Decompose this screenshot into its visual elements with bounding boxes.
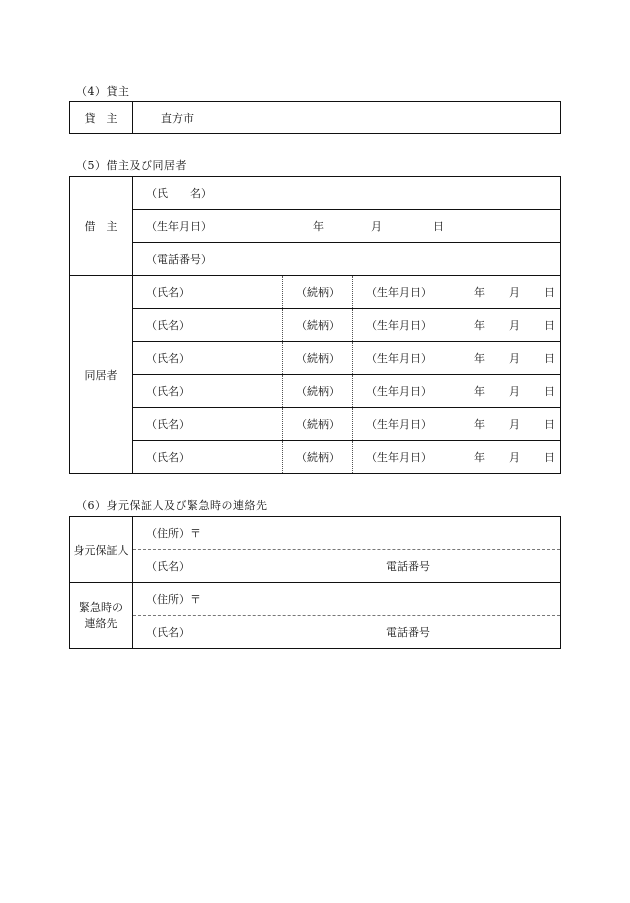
cohabitant-year-label: 年 <box>474 418 485 431</box>
emergency-address-field[interactable]: （住所）〒 <box>133 583 561 616</box>
borrower-birth-field[interactable] <box>133 210 561 243</box>
cohabitant-birth-label: （生年月日） <box>366 451 432 464</box>
section6-heading: （6）身元保証人及び緊急時の連絡先 <box>76 499 268 512</box>
cohabitant-relation-field[interactable]: （続柄） <box>283 342 353 375</box>
cohabitant-relation-field[interactable]: （続柄） <box>283 375 353 408</box>
guarantor-address-field[interactable]: （住所）〒 <box>133 517 561 550</box>
cohabitant-birth-field[interactable] <box>353 309 561 342</box>
emergency-phone-label: 電話番号 <box>386 626 430 639</box>
section4-heading: （4）貸主 <box>76 85 130 98</box>
borrower-name-field[interactable]: （氏 名） <box>133 177 561 210</box>
cohabitant-row <box>70 309 561 342</box>
cohabitant-year-label: 年 <box>474 352 485 365</box>
cohabitant-month-label: 月 <box>509 286 520 299</box>
cohabitant-day-label: 日 <box>544 385 555 398</box>
cohabitant-row <box>70 408 561 441</box>
cohabitant-birth-label: （生年月日） <box>366 385 432 398</box>
guarantor-name-label: （氏名） <box>146 560 190 573</box>
cohabitant-birth-field[interactable] <box>353 408 561 441</box>
cohabitant-name-field[interactable]: （氏名） <box>133 342 283 375</box>
emergency-name-field[interactable] <box>133 616 561 649</box>
guarantor-phone-label: 電話番号 <box>386 560 430 573</box>
lender-value: 直方市 <box>133 102 561 134</box>
emergency-name-label: （氏名） <box>146 626 190 639</box>
cohabitant-relation-field[interactable]: （続柄） <box>283 441 353 474</box>
guarantor-name-field[interactable] <box>133 550 561 583</box>
lender-label: 貸 主 <box>70 102 133 134</box>
emergency-label-line1: 緊急時の <box>79 600 123 614</box>
cohabitant-year-label: 年 <box>474 286 485 299</box>
borrower-month-label: 月 <box>371 220 382 233</box>
cohabitant-birth-label: （生年月日） <box>366 319 432 332</box>
borrower-year-label: 年 <box>313 220 324 233</box>
cohabitant-row <box>70 375 561 408</box>
guarantor-table <box>69 516 561 649</box>
cohabitant-day-label: 日 <box>544 352 555 365</box>
emergency-contact-label <box>70 583 133 649</box>
lender-table <box>69 101 561 134</box>
cohabitant-birth-label: （生年月日） <box>366 418 432 431</box>
guarantor-label: 身元保証人 <box>70 517 133 583</box>
borrower-table <box>69 176 561 474</box>
cohabitant-month-label: 月 <box>509 385 520 398</box>
cohabitant-year-label: 年 <box>474 319 485 332</box>
emergency-label-line2: 連絡先 <box>84 616 118 630</box>
cohabitant-year-label: 年 <box>474 451 485 464</box>
cohabitant-relation-field[interactable]: （続柄） <box>283 276 353 309</box>
cohabitant-name-field[interactable]: （氏名） <box>133 276 283 309</box>
cohabitant-row <box>70 276 561 309</box>
borrower-phone-field[interactable]: （電話番号） <box>133 243 561 276</box>
cohabitant-birth-field[interactable] <box>353 342 561 375</box>
cohabitant-birth-field[interactable] <box>353 375 561 408</box>
borrower-day-label: 日 <box>433 220 444 233</box>
cohabitant-relation-field[interactable]: （続柄） <box>283 408 353 441</box>
cohabitant-birth-label: （生年月日） <box>366 352 432 365</box>
cohabitant-relation-field[interactable]: （続柄） <box>283 309 353 342</box>
cohabitant-day-label: 日 <box>544 319 555 332</box>
cohabitant-day-label: 日 <box>544 418 555 431</box>
cohabitant-name-field[interactable]: （氏名） <box>133 441 283 474</box>
cohabitant-birth-field[interactable] <box>353 276 561 309</box>
cohabitant-name-field[interactable]: （氏名） <box>133 408 283 441</box>
cohabitant-day-label: 日 <box>544 451 555 464</box>
cohabitant-birth-label: （生年月日） <box>366 286 432 299</box>
borrower-birth-label: （生年月日） <box>146 220 212 233</box>
cohabitant-label: 同居者 <box>70 276 133 474</box>
cohabitant-month-label: 月 <box>509 352 520 365</box>
cohabitant-name-field[interactable]: （氏名） <box>133 309 283 342</box>
cohabitant-birth-field[interactable] <box>353 441 561 474</box>
cohabitant-name-field[interactable]: （氏名） <box>133 375 283 408</box>
cohabitant-month-label: 月 <box>509 451 520 464</box>
cohabitant-month-label: 月 <box>509 319 520 332</box>
cohabitant-day-label: 日 <box>544 286 555 299</box>
cohabitant-year-label: 年 <box>474 385 485 398</box>
cohabitant-row <box>70 441 561 474</box>
cohabitant-month-label: 月 <box>509 418 520 431</box>
cohabitant-row <box>70 342 561 375</box>
section5-heading: （5）借主及び同居者 <box>76 159 187 172</box>
borrower-label: 借 主 <box>70 177 133 276</box>
